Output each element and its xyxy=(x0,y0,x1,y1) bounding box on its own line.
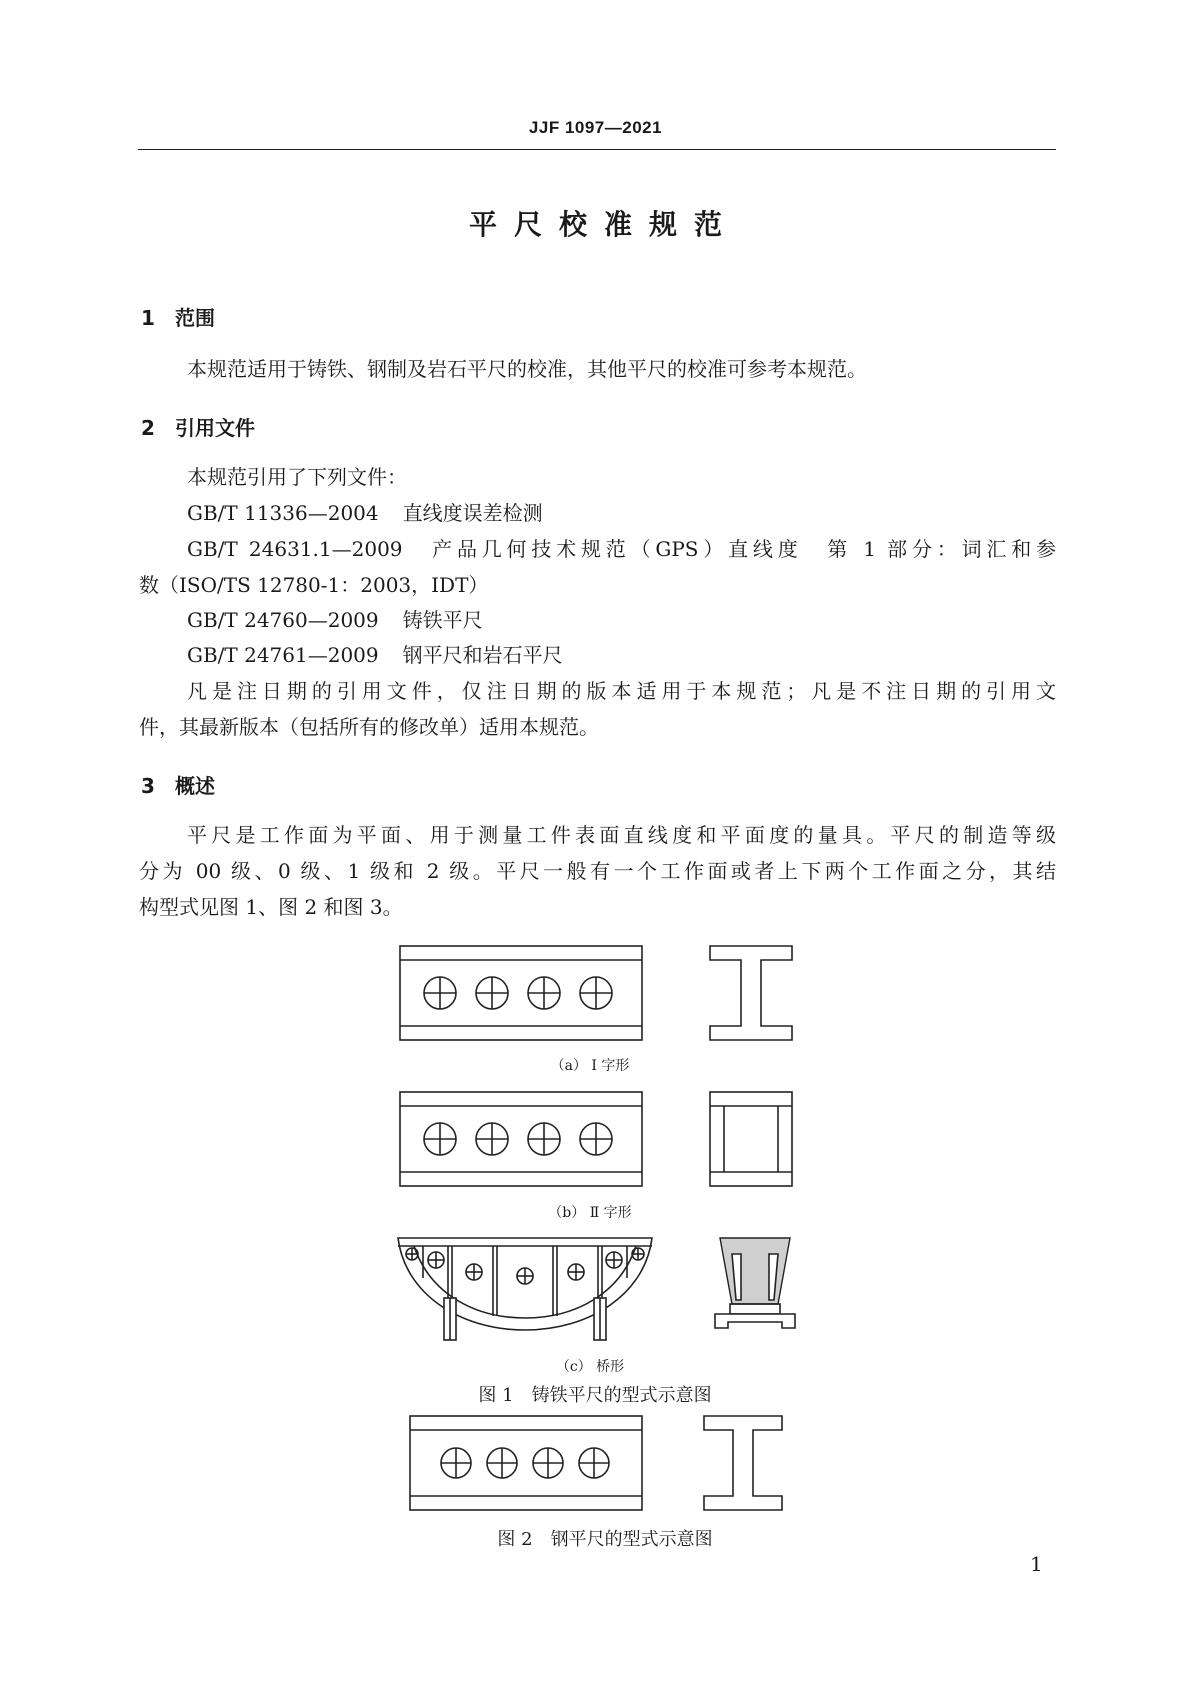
reference-item xyxy=(187,638,563,672)
bridge-section-profile xyxy=(715,1238,795,1328)
figure-1a-caption: （a） Ⅰ 字形 xyxy=(550,1058,630,1074)
overview-paragraph-line xyxy=(139,854,1056,888)
document-title: 平尺校准规范 xyxy=(468,208,739,241)
figure-1c-bridge-shape-drawing xyxy=(390,1232,820,1352)
handle-hole-icon xyxy=(632,1248,644,1260)
handle-hole-icon xyxy=(606,1252,622,1268)
handle-hole-icon xyxy=(466,1264,482,1280)
references-note-text: 凡是注日期的引用文件，仅注日期的版本适用于本规范；凡是不注日期的引用文 xyxy=(187,679,1056,703)
scope-paragraph: 本规范适用于铸铁、钢制及岩石平尺的校准，其他平尺的校准可参考本规范。 xyxy=(187,357,867,381)
handle-hole-icon xyxy=(580,1123,612,1155)
section-number: 2 xyxy=(141,416,155,440)
i-section-profile xyxy=(704,1416,782,1510)
section-title: 引用文件 xyxy=(175,416,255,440)
reference-code: GB/T 24760—2009 xyxy=(187,608,379,632)
section-number: 3 xyxy=(141,774,155,798)
reference-item xyxy=(187,603,483,637)
i-section-profile xyxy=(710,946,792,1040)
section-number: 1 xyxy=(141,306,155,330)
handle-hole-icon xyxy=(428,1252,444,1268)
reference-title: 铸铁平尺 xyxy=(402,608,483,632)
overview-paragraph-line: 构型式见图 1、图 2 和图 3。 xyxy=(139,895,403,919)
handle-hole-icon xyxy=(568,1264,584,1280)
figure-1b-ii-shape-drawing xyxy=(390,1086,820,1196)
references-note-line xyxy=(187,674,1056,708)
reference-item-continuation: 数（ISO/TS 12780-1：2003，IDT） xyxy=(139,573,489,597)
reference-item xyxy=(187,532,1056,566)
reference-code: GB/T 24761—2009 xyxy=(187,643,379,667)
ii-section-profile xyxy=(710,1092,792,1186)
handle-hole-icon xyxy=(528,977,560,1009)
overview-text: 平尺是工作面为平面、用于测量工件表面直线度和平面度的量具。平尺的制造等级 xyxy=(187,823,1056,847)
bridge-left-leg xyxy=(444,1298,456,1340)
bridge-right-leg xyxy=(594,1298,606,1340)
figure-2-steel-ruler-drawing xyxy=(400,1410,820,1520)
handle-hole-icon xyxy=(533,1448,563,1478)
reference-code: GB/T 24631.1—2009 xyxy=(187,537,403,561)
reference-title: 直线度误差检测 xyxy=(402,501,543,525)
reference-item xyxy=(187,496,543,530)
page-number: 1 xyxy=(1030,1552,1043,1576)
figure-1c-caption: （c） 桥形 xyxy=(555,1359,625,1375)
handle-hole-icon xyxy=(476,1123,508,1155)
handle-hole-icon xyxy=(441,1448,471,1478)
header-document-code: JJF 1097—2021 xyxy=(528,118,663,137)
overview-text: 分为 00 级、0 级、1 级和 2 级。平尺一般有一个工作面或者上下两个工作面之分，其结 xyxy=(139,859,1056,883)
handle-hole-icon xyxy=(487,1448,517,1478)
handle-hole-icon xyxy=(517,1268,533,1284)
section-title: 范围 xyxy=(175,306,215,330)
handle-hole-icon xyxy=(406,1248,418,1260)
handle-hole-icon xyxy=(476,977,508,1009)
section-title: 概述 xyxy=(175,774,215,798)
section-heading-references xyxy=(141,412,255,441)
handle-hole-icon xyxy=(528,1123,560,1155)
figure-1-caption: 图 1 铸铁平尺的型式示意图 xyxy=(478,1385,712,1406)
reference-title: 钢平尺和岩石平尺 xyxy=(402,643,563,667)
reference-title: 产品几何技术规范（GPS）直线度 第 1 部分：词汇和参 xyxy=(432,537,1057,561)
handle-hole-icon xyxy=(579,1448,609,1478)
handle-hole-icon xyxy=(424,1123,456,1155)
section-heading-scope xyxy=(141,302,215,331)
figure-2-caption: 图 2 钢平尺的型式示意图 xyxy=(497,1529,713,1550)
overview-paragraph-line xyxy=(187,818,1056,852)
figure-1b-caption: （b） Ⅱ 字形 xyxy=(548,1205,632,1221)
references-note-line: 件，其最新版本（包括所有的修改单）适用本规范。 xyxy=(139,715,599,739)
header-rule xyxy=(138,149,1056,150)
handle-hole-icon xyxy=(580,977,612,1009)
reference-code: GB/T 11336—2004 xyxy=(187,501,379,525)
section-heading-overview xyxy=(141,770,215,799)
figure-1a-i-shape-drawing xyxy=(390,940,820,1050)
references-intro: 本规范引用了下列文件： xyxy=(187,465,407,489)
handle-hole-icon xyxy=(424,977,456,1009)
